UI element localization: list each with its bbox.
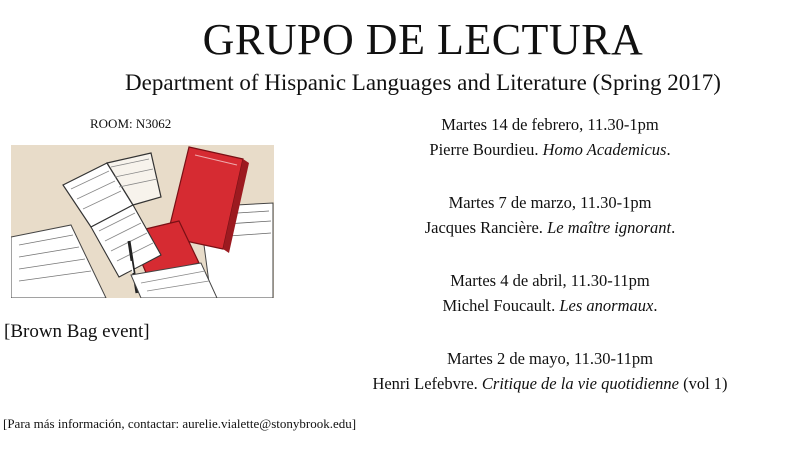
session-suffix: . bbox=[671, 218, 676, 237]
brown-bag-note: [Brown Bag event] bbox=[4, 321, 150, 342]
session-date: 4 de abril bbox=[500, 271, 563, 290]
session-date: 2 de mayo bbox=[496, 349, 566, 368]
session-item bbox=[310, 190, 790, 268]
session-suffix: . bbox=[653, 296, 658, 315]
session-work: Critique de la vie quotidienne bbox=[481, 374, 679, 393]
session-time: , 11.30-11pm bbox=[562, 271, 650, 290]
session-author: Michel Foucault. bbox=[442, 296, 560, 315]
session-author: Pierre Bourdieu. bbox=[429, 140, 543, 159]
contact-info: [Para más información, contactar: aurelie.vialette@stonybrook.edu] bbox=[3, 416, 357, 431]
open-books-icon bbox=[11, 145, 274, 298]
session-weekday: Martes bbox=[447, 349, 497, 368]
session-author: Henri Lefebvre. bbox=[372, 374, 482, 393]
session-date: 7 de marzo bbox=[498, 193, 572, 212]
session-weekday: Martes bbox=[441, 115, 492, 134]
session-suffix: . bbox=[666, 140, 671, 159]
session-weekday: Martes bbox=[450, 271, 501, 290]
session-item bbox=[310, 346, 790, 424]
session-time: , 11.30-11pm bbox=[565, 349, 653, 368]
session-suffix: (vol 1) bbox=[678, 374, 728, 393]
session-time: , 11.30-1pm bbox=[579, 115, 659, 134]
page-title: GRUPO DE LECTURA bbox=[202, 15, 644, 64]
session-work: Homo Academicus bbox=[542, 140, 667, 159]
session-item bbox=[310, 268, 790, 346]
session-work: Les anormaux bbox=[559, 296, 654, 315]
session-weekday: Martes bbox=[448, 193, 499, 212]
department-subtitle: Department of Hispanic Languages and Literature (Spring 2017) bbox=[125, 70, 721, 95]
session-work: Le maître ignorant bbox=[547, 218, 672, 237]
books-illustration bbox=[11, 145, 274, 298]
sessions-list bbox=[310, 112, 790, 424]
session-author: Jacques Rancière. bbox=[424, 218, 548, 237]
session-date: 14 de febrero bbox=[491, 115, 580, 134]
room-label: ROOM: N3062 bbox=[90, 116, 172, 131]
session-time: , 11.30-1pm bbox=[571, 193, 652, 212]
session-item bbox=[310, 112, 790, 190]
